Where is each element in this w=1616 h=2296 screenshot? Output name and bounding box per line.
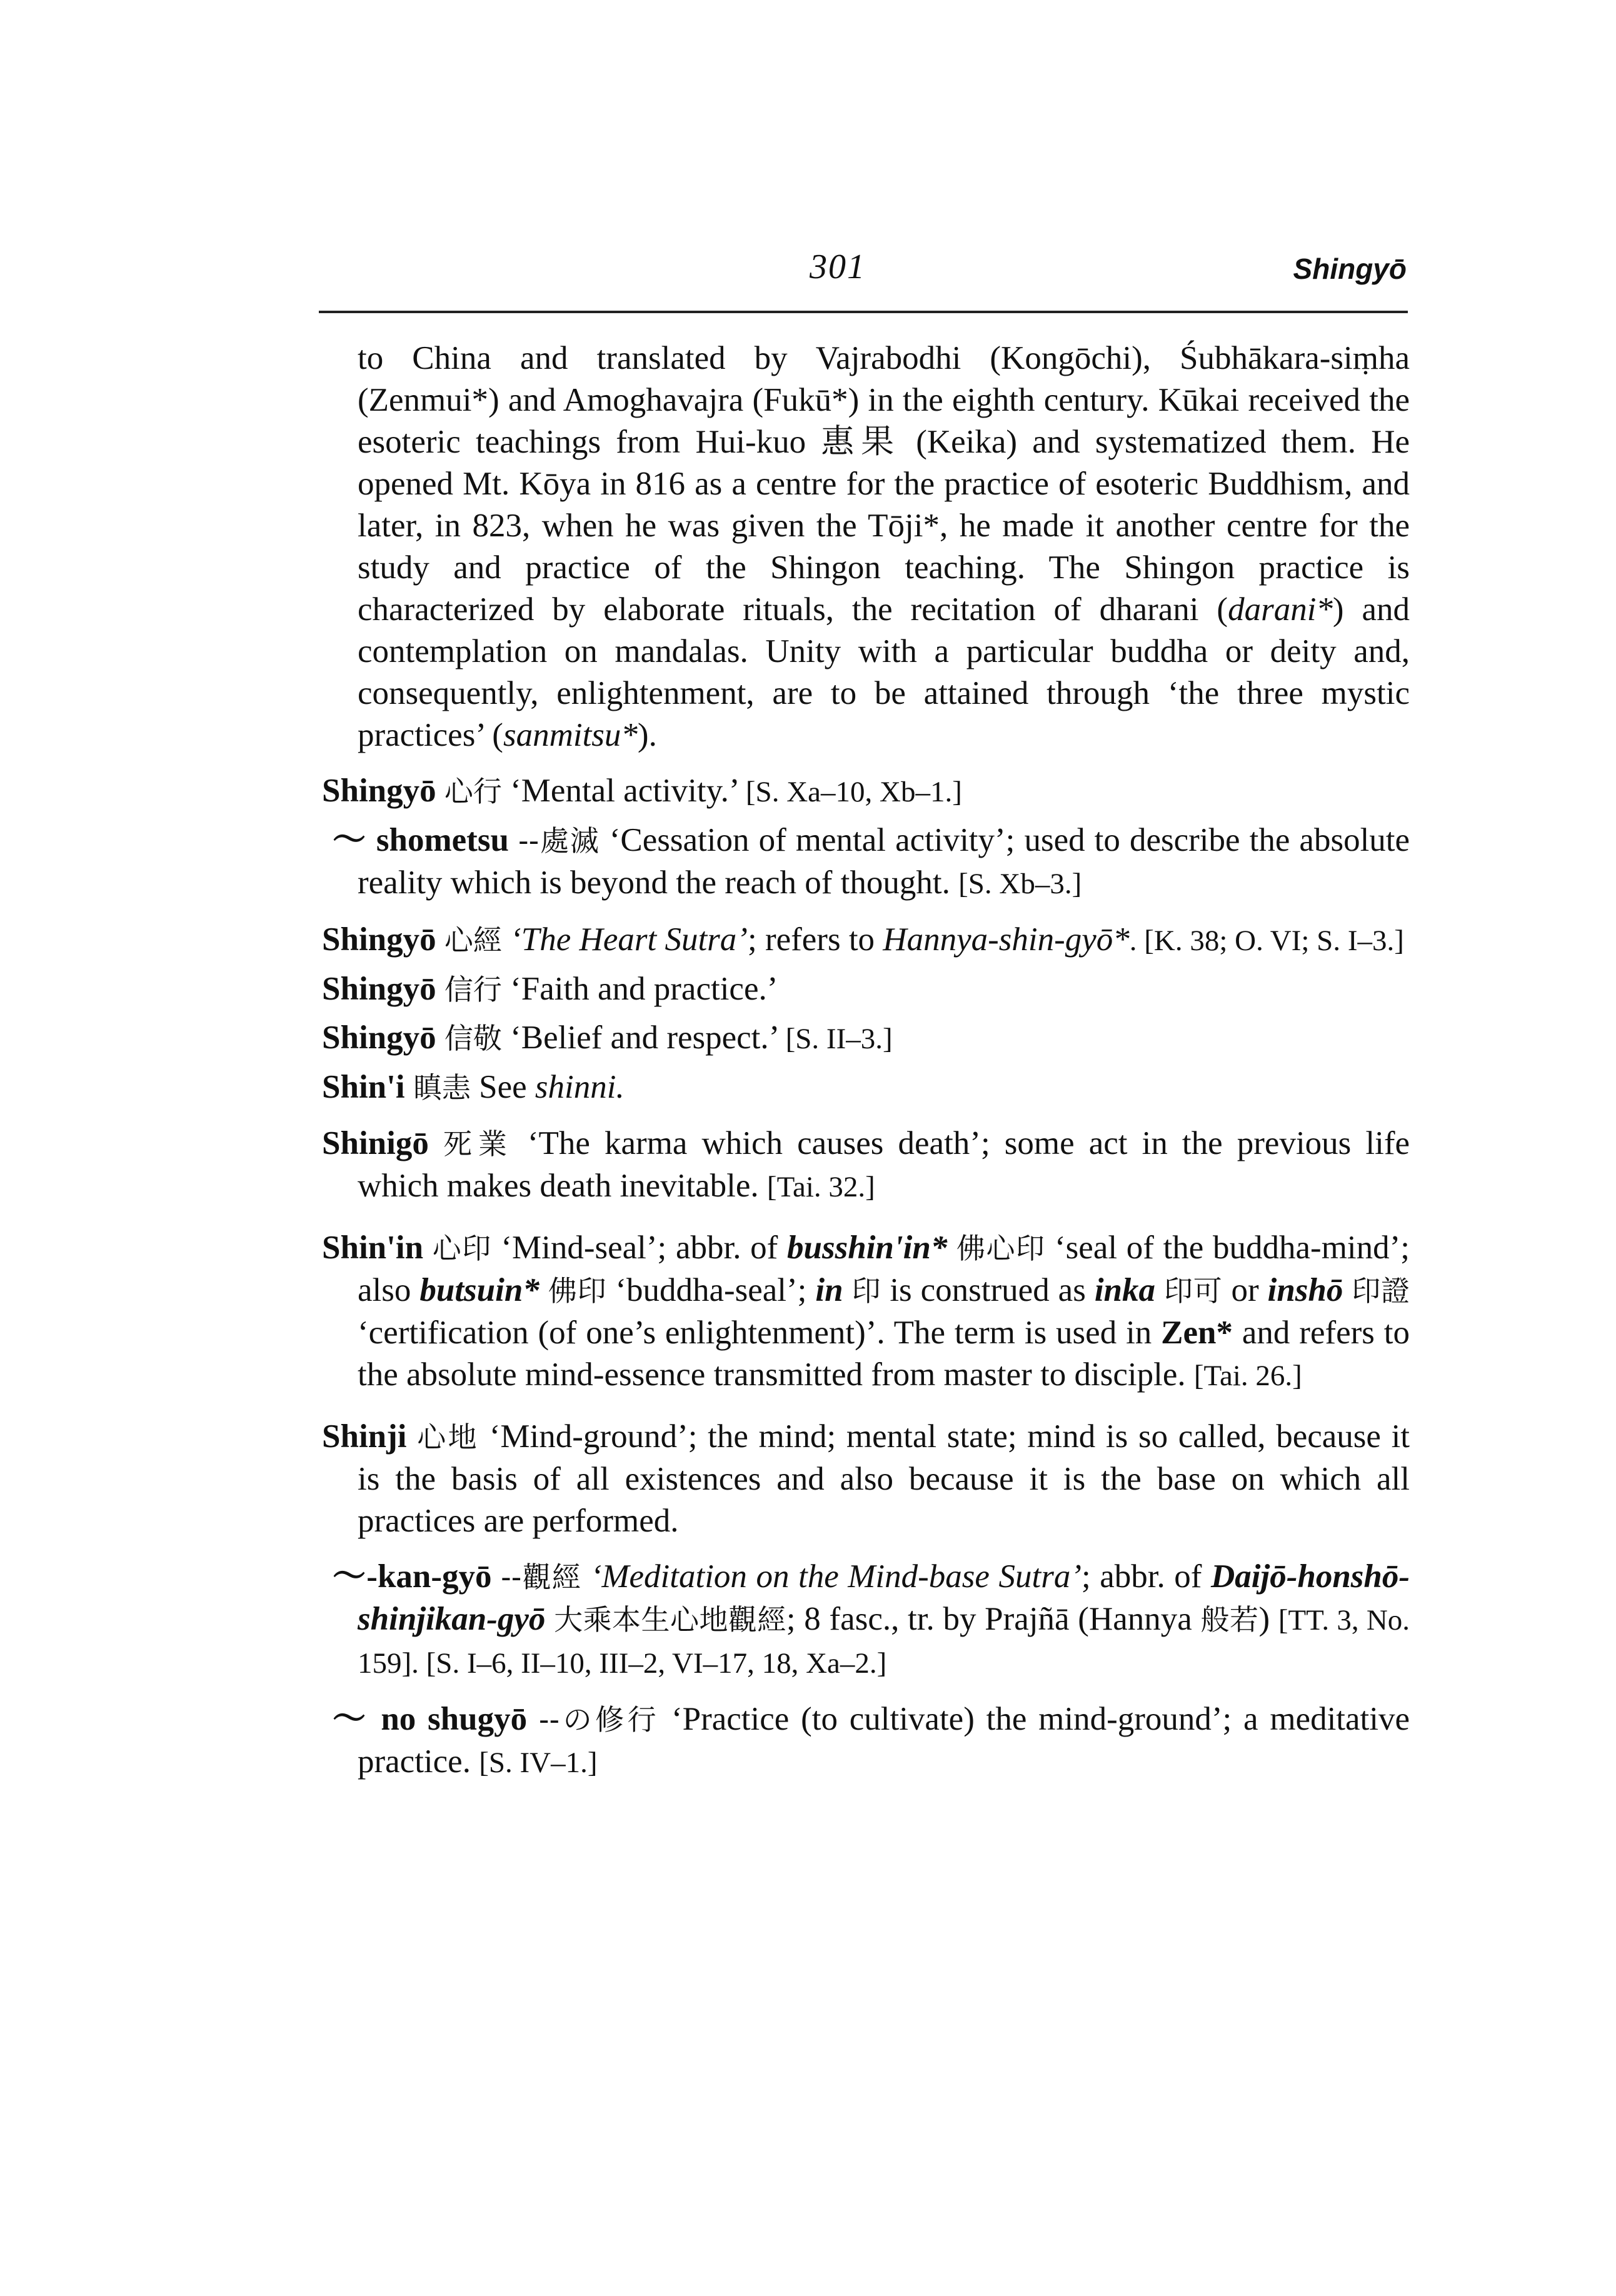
entry-kanji: 心地	[417, 1420, 479, 1454]
entry-continuation: to China and translated by Vajrabodhi (Kongōchi), Śubhākara-siṃha (Zenmui*) and Amoghavajra (Fukū*) in the eighth century. Kūkai received the esoteric teachings from Hui-kuo 惠果 (Keika) and systematized them. He opened Mt. Kōya in 816 as a centre for the practice of esoteric Buddhism, and later, in 823, when he was given the Tōji*, he made it another centre for the study and practice of the Shingon teaching. The Shingon practice is characterized by elaborate rituals, the recitation of dharani (darani*) and contemplation on mandalas. Unity with a particular buddha or deity and, consequently, enlightenment, are to be attained through ‘the three mystic practices’ (sanmitsu*).	[358, 340, 1410, 753]
entry-headword: Shin'i	[322, 1069, 405, 1105]
entry-headword: Shinji	[322, 1418, 407, 1455]
subentry-shometsu: ～ shometsu --處滅 ‘Cessation of mental activity’; used to describe the absolute reality which is beyond the reach of thought. [S. Xb–3.]	[333, 822, 1410, 901]
entry-shinin: Shin'in 心印 ‘Mind-seal’; abbr. of busshin'in* 佛心印 ‘seal of the buddha-mind’; also butsuin* 佛印 ‘buddha-seal’; in 印 is construed as inka 印可 or inshō 印證 ‘certification (of one’s enlightenment)’. The term is used in Zen* and refers to the absolute mind-essence transmitted from master to disciple. [Tai. 26.]	[322, 1230, 1410, 1393]
entry-kanji: 心經	[444, 923, 502, 957]
subentry-reference: [S. Xb–3.]	[958, 868, 1082, 900]
subentry-reference: [TT. 3, No. 159]. [S. I–6, II–10, III–2, VI–17, 18, Xa–2.]	[358, 1604, 1410, 1680]
entry-reference: [S. Xa–10, Xb–1.]	[745, 776, 962, 808]
entry-headword: Shin'in	[322, 1230, 424, 1266]
entry-gloss: ‘Faith and practice.’	[510, 971, 778, 1007]
subentry-kanji: --の修行	[538, 1703, 660, 1737]
entry-shinji	[322, 1416, 1410, 1542]
entry-headword: Shingyō	[322, 1020, 436, 1056]
subentry-kanji: --處滅	[518, 824, 600, 858]
subentry-cross-reference: Daijō-honshō-shinjikan-gyō	[358, 1558, 1410, 1637]
entry-reference: [S. II–3.]	[785, 1023, 893, 1055]
entry-cross-reference: Zen*	[1161, 1315, 1233, 1351]
entry-kanji: 心行	[444, 775, 502, 808]
entry-cross-reference: butsuin*	[419, 1272, 540, 1308]
subentry-headword: no shugyō	[381, 1701, 528, 1737]
entry-reference: [Tai. 26.]	[1193, 1360, 1302, 1392]
page-header	[319, 247, 1407, 316]
subentry-kangyo: ～-kan-gyō --觀經 ‘Meditation on the Mind-base Sutra’; abbr. of Daijō-honshō-shinjikan-gyō 大乘本生心地觀經; 8 fasc., tr. by Prajñā (Hannya 般若) [TT. 3, No. 159]. [S. I–6, II–10, III–2, VI–17, 18, Xa–2.]	[333, 1558, 1410, 1680]
entry-shingyo-faith	[322, 968, 1410, 1011]
entry-reference: . [K. 38; O. VI; S. I–3.]	[1129, 925, 1404, 957]
running-head: Shingyō	[1293, 253, 1407, 285]
entry-gloss: ‘The karma which causes death’; some act in the previous life which makes death inevitable.	[358, 1125, 1410, 1204]
entry-title: ‘The Heart Sutra’	[510, 921, 748, 958]
subentry-title: ‘Meditation on the Mind-base Sutra’	[590, 1558, 1082, 1595]
subentry-kanji: --觀經	[501, 1560, 582, 1594]
page-body	[322, 338, 1410, 1784]
header-rule	[319, 311, 1408, 313]
entry-kanji: 信敬	[444, 1021, 502, 1055]
entry-shinigo	[322, 1123, 1410, 1208]
entry-kanji: 信行	[444, 973, 502, 1006]
entry-headword: Shingyō	[322, 921, 436, 958]
entry-shingyo-mental-activity	[322, 770, 1410, 813]
subentry-headword: shometsu	[376, 822, 509, 858]
subentry-headword: -kan-gyō	[366, 1558, 492, 1595]
entry-cross-reference: shinni.	[534, 1069, 625, 1105]
entry-shingyo-heart-sutra: Shingyō 心經 ‘The Heart Sutra’; refers to Hannya-shin-gyō*. [K. 38; O. VI; S. I–3.]	[322, 921, 1404, 958]
entry-shingyo-belief	[322, 1017, 1410, 1060]
entry-headword: Shingyō	[322, 971, 436, 1007]
subentry-no-shugyo: ～ no shugyō --の修行 ‘Practice (to cultivate) the mind-ground’; a meditative practice. [S. IV–1.]	[333, 1701, 1410, 1780]
subentry-gloss: ‘Cessation of mental activity’; used to describe the absolute reality which is beyond the reach of thought.	[358, 822, 1410, 901]
entry-cross-reference: Hannya-shin-gyō*	[883, 921, 1130, 958]
entry-headword: Shinigō	[322, 1125, 429, 1161]
entry-kanji: 瞋恚	[413, 1071, 471, 1105]
entry-shini: Shin'i 瞋恚 See shinni.	[322, 1069, 625, 1105]
entry-headword: Shingyō	[322, 773, 436, 809]
subentry-reference: [S. IV–1.]	[479, 1747, 598, 1779]
entry-reference: [Tai. 32.]	[766, 1171, 875, 1203]
entry-gloss: ‘Mind-ground’; the mind; mental state; mind is so called, because it is the basis of all existences and also because it is the base on which all practices are performed.	[358, 1418, 1410, 1539]
entry-gloss: ‘Belief and respect.’	[510, 1020, 778, 1056]
entry-gloss: ‘Mental activity.’	[510, 773, 738, 809]
page-number: 301	[810, 248, 866, 286]
entry-kanji: 死業	[443, 1127, 513, 1161]
entry-cross-reference: busshin'in*	[786, 1230, 948, 1266]
subentry-gloss: ‘Practice (to cultivate) the mind-ground’; a meditative practice.	[358, 1701, 1410, 1780]
entry-kanji: 心印	[432, 1231, 492, 1265]
